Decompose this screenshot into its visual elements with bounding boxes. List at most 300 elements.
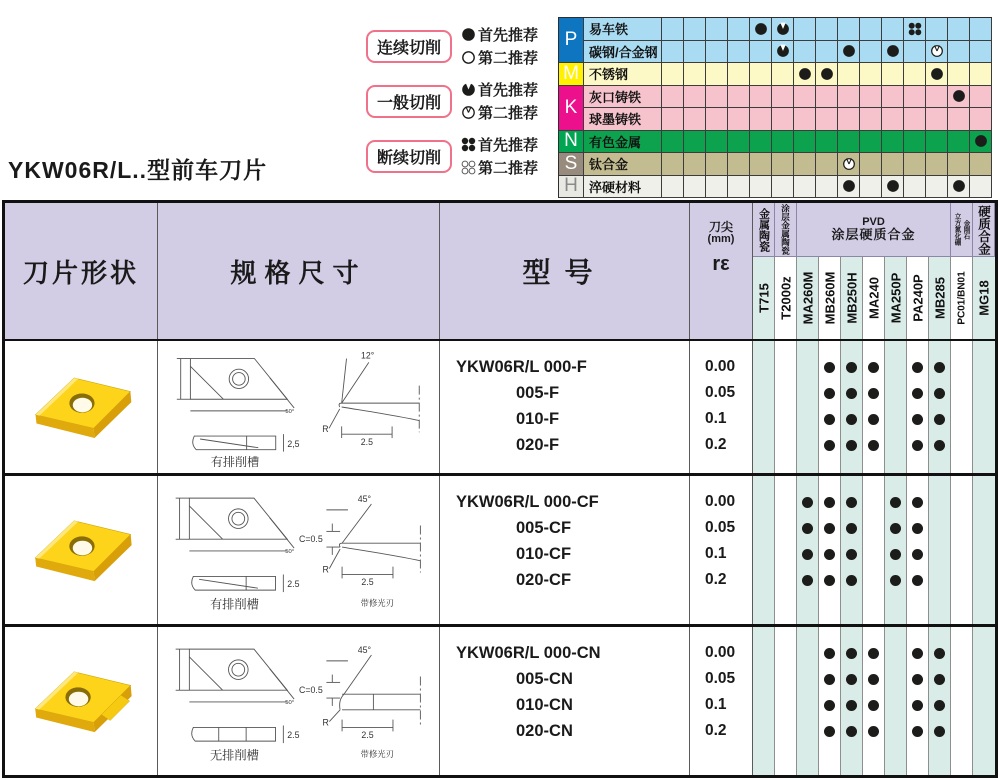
availability-dot (846, 575, 857, 586)
availability-dot (824, 700, 835, 711)
legend-text: 第二推荐 (478, 50, 539, 67)
availability-dot (824, 523, 835, 534)
model-number: 010-CN (516, 696, 573, 714)
matrix-mark-c1 (948, 176, 970, 199)
matrix-group-H: H (559, 176, 584, 199)
model-number: 020-CN (516, 722, 573, 740)
availability-dot (912, 549, 923, 560)
matrix-cell (904, 41, 926, 64)
back-angle-label: 50° (284, 699, 294, 706)
model-number: 005-F (516, 384, 560, 402)
matrix-cell (882, 63, 904, 86)
availability-dot (846, 674, 857, 685)
grade-column-MB285 (929, 627, 951, 775)
material-matrix (558, 17, 992, 198)
matrix-cell (728, 86, 750, 109)
availability-dot (802, 575, 813, 586)
availability-dot (890, 549, 901, 560)
availability-dot (912, 700, 923, 711)
cutting-legend (366, 24, 538, 178)
radius-label: R (321, 564, 329, 575)
grade-column-MA250P (885, 341, 907, 473)
grade-column-T2000z (775, 476, 797, 624)
matrix-cell (948, 41, 970, 64)
matrix-cell (882, 86, 904, 109)
solid-pacman-icon (461, 82, 476, 97)
grade-column-PC01/BN01 (951, 476, 973, 624)
availability-dot (890, 497, 901, 508)
grade-column-MG18 (973, 341, 995, 473)
nose-unit: (mm) (707, 232, 735, 245)
matrix-cell (970, 63, 992, 86)
model-number: 005-CF (516, 519, 572, 537)
nose-radius-value: 0.1 (705, 696, 727, 713)
matrix-cell (816, 153, 838, 176)
angle-label: 45° (357, 494, 371, 505)
availability-dot (934, 648, 945, 659)
matrix-group-N: N (559, 131, 584, 154)
matrix-cell (970, 86, 992, 109)
matrix-cell (904, 108, 926, 131)
matrix-cell (948, 153, 970, 176)
matrix-cell (794, 41, 816, 64)
matrix-cell (706, 63, 728, 86)
open-circle-icon (461, 50, 476, 65)
matrix-cell (904, 86, 926, 109)
matrix-cell (838, 108, 860, 131)
matrix-material-name: 易车铁 (584, 18, 662, 41)
insert-table (2, 200, 998, 778)
matrix-cell (860, 41, 882, 64)
grade-column-MB250H (841, 341, 863, 473)
availability-dot (846, 523, 857, 534)
open-clover-icon (461, 160, 476, 175)
availability-dot (846, 700, 857, 711)
matrix-cell (684, 41, 706, 64)
grade-column-MA260M (797, 476, 819, 624)
matrix-group-S: S (559, 153, 584, 176)
matrix-mark-g1 (772, 18, 794, 41)
matrix-cell (860, 108, 882, 131)
table-row (5, 624, 995, 775)
availability-dot (934, 388, 945, 399)
matrix-mark-c1 (794, 63, 816, 86)
availability-dot (846, 497, 857, 508)
availability-dot (912, 674, 923, 685)
matrix-cell (970, 153, 992, 176)
matrix-cell (684, 131, 706, 154)
availability-dot (824, 549, 835, 560)
grade-name-MB250H: MB250H (841, 257, 863, 339)
matrix-cell (838, 86, 860, 109)
groove-label: 有排削槽 (210, 455, 259, 470)
nose-radius-cell (690, 627, 753, 775)
insert-image (6, 636, 156, 766)
matrix-cell (794, 176, 816, 199)
availability-dot (912, 726, 923, 737)
grade-column-T2000z (775, 341, 797, 473)
matrix-cell (750, 176, 772, 199)
matrix-cell (684, 176, 706, 199)
matrix-material-name: 灰口铸铁 (584, 86, 662, 109)
matrix-cell (860, 18, 882, 41)
matrix-cell (860, 176, 882, 199)
thickness-label: 2.5 (286, 730, 299, 741)
legend-box-continuous: 连续切削 (366, 30, 452, 63)
header-nose-radius (690, 203, 753, 339)
matrix-cell (882, 131, 904, 154)
model-number: 020-CF (516, 571, 572, 589)
grade-column-MB285 (929, 476, 951, 624)
matrix-mark-g1 (772, 41, 794, 64)
availability-dot (912, 362, 923, 373)
back-angle-label: 50° (284, 548, 294, 555)
matrix-cell (728, 176, 750, 199)
matrix-mark-c1 (750, 18, 772, 41)
matrix-cell (662, 41, 684, 64)
legend-text: 第二推荐 (478, 160, 539, 177)
nose-radius-value: 0.00 (705, 644, 736, 661)
availability-dot (912, 497, 923, 508)
matrix-cell (662, 18, 684, 41)
grade-group-label: 涂层金属陶瓷 (775, 203, 797, 257)
matrix-cell (750, 153, 772, 176)
matrix-cell (816, 108, 838, 131)
table-row (5, 341, 995, 473)
matrix-cell (684, 108, 706, 131)
table-row (5, 473, 995, 624)
grade-column-MA240 (863, 476, 885, 624)
matrix-material-name: 钛合金 (584, 153, 662, 176)
matrix-mark-c1 (882, 176, 904, 199)
model-number: 005-CN (516, 670, 573, 688)
matrix-cell (904, 131, 926, 154)
availability-dot (802, 523, 813, 534)
matrix-cell (816, 86, 838, 109)
matrix-cell (728, 41, 750, 64)
availability-dot (912, 648, 923, 659)
matrix-cell (794, 18, 816, 41)
matrix-cell (882, 18, 904, 41)
availability-dot (868, 700, 879, 711)
matrix-cell (750, 131, 772, 154)
grade-column-MA260M (797, 627, 819, 775)
nose-radius-value: 0.00 (705, 493, 736, 510)
matrix-material-name: 碳钢/合金钢 (584, 41, 662, 64)
matrix-cell (706, 41, 728, 64)
matrix-cell (750, 41, 772, 64)
grade-column-MA250P (885, 476, 907, 624)
matrix-mark-c1 (882, 41, 904, 64)
grade-group-label: 金属陶瓷 (753, 203, 775, 257)
radius-label: R (321, 717, 329, 728)
legend-box-general: 一般切削 (366, 85, 452, 118)
matrix-cell (838, 63, 860, 86)
legend-group-continuous (366, 24, 538, 68)
matrix-cell (662, 63, 684, 86)
matrix-cell (860, 86, 882, 109)
matrix-cell (794, 108, 816, 131)
grade-group-label: 硬质合金 (973, 203, 995, 257)
matrix-cell (926, 176, 948, 199)
dimension-drawing (158, 476, 440, 624)
availability-dot (934, 700, 945, 711)
availability-dot (802, 549, 813, 560)
insert-photo (5, 476, 158, 624)
availability-dot (846, 388, 857, 399)
grade-group-label: 立方氮化硼 金刚石 (951, 203, 973, 257)
matrix-cell (926, 18, 948, 41)
matrix-mark-c1 (816, 63, 838, 86)
matrix-cell (838, 131, 860, 154)
groove-label: 有排削槽 (209, 597, 259, 612)
availability-dot (824, 388, 835, 399)
availability-dot (934, 674, 945, 685)
nose-radius-value: 0.00 (705, 358, 736, 375)
legend-group-interrupted (366, 134, 538, 178)
availability-dot (824, 362, 835, 373)
matrix-mark-c1 (926, 63, 948, 86)
insert-photo (5, 341, 158, 473)
radius-label: R (321, 424, 329, 435)
dimension-drawing (158, 341, 440, 473)
grade-column-MB260M (819, 476, 841, 624)
grade-column-MB260M (819, 627, 841, 775)
corner-label: C=0.5 (298, 685, 323, 696)
header-grades (753, 203, 995, 339)
groove-label: 无排削槽 (209, 748, 259, 763)
wiper-label: 带修光刃 (360, 748, 394, 759)
insert-image (6, 485, 156, 615)
matrix-cell (970, 108, 992, 131)
grade-column-PA240P (907, 627, 929, 775)
availability-dot (934, 440, 945, 451)
matrix-cell (772, 108, 794, 131)
matrix-group-M: M (559, 63, 584, 86)
legend-text: 首先推荐 (478, 27, 539, 44)
matrix-cell (794, 131, 816, 154)
matrix-cell (662, 176, 684, 199)
matrix-mark-c1 (970, 131, 992, 154)
thickness-label: 2.5 (286, 579, 299, 590)
matrix-cell (816, 18, 838, 41)
matrix-cell (948, 108, 970, 131)
solid-circle-icon (461, 27, 476, 42)
grade-column-MB250H (841, 627, 863, 775)
availability-dot (824, 726, 835, 737)
matrix-cell (772, 131, 794, 154)
matrix-cell (860, 131, 882, 154)
matrix-cell (684, 18, 706, 41)
grade-name-MG18: MG18 (973, 257, 995, 339)
solid-clover-icon (461, 137, 476, 152)
matrix-cell (706, 176, 728, 199)
matrix-cell (970, 41, 992, 64)
matrix-cell (794, 153, 816, 176)
matrix-mark-c1 (838, 41, 860, 64)
model-cell (440, 341, 690, 473)
availability-dot (824, 648, 835, 659)
availability-dot (890, 523, 901, 534)
nose-radius-cell (690, 341, 753, 473)
grade-names (753, 257, 995, 339)
matrix-cell (662, 153, 684, 176)
legend-group-general (366, 79, 538, 123)
matrix-cell (860, 63, 882, 86)
matrix-cell (728, 153, 750, 176)
grade-column-MA240 (863, 627, 885, 775)
matrix-cell (662, 108, 684, 131)
availability-dot (824, 497, 835, 508)
grade-column-PC01/BN01 (951, 341, 973, 473)
thickness-label: 2,5 (286, 438, 299, 449)
legend-text: 第二推荐 (478, 105, 539, 122)
matrix-cell (662, 131, 684, 154)
grade-name-PC01/BN01: PC01/BN01 (951, 257, 973, 339)
land-label: 2.5 (360, 436, 373, 447)
availability-dot (846, 549, 857, 560)
matrix-cell (816, 41, 838, 64)
grade-name-MA240: MA240 (863, 257, 885, 339)
availability-dot (846, 648, 857, 659)
availability-dot (912, 440, 923, 451)
matrix-cell (706, 18, 728, 41)
matrix-cell (706, 86, 728, 109)
nose-label: 刀尖 (708, 220, 733, 234)
matrix-cell (728, 18, 750, 41)
grade-column-T2000z (775, 627, 797, 775)
legend-box-interrupted: 断续切削 (366, 140, 452, 173)
insert-photo (5, 627, 158, 775)
grade-column-PA240P (907, 341, 929, 473)
availability-dot (868, 648, 879, 659)
nose-radius-value: 0.05 (705, 384, 736, 401)
grade-name-MB260M: MB260M (819, 257, 841, 339)
grade-strip (753, 627, 995, 775)
matrix-cell (970, 18, 992, 41)
matrix-mark-c1 (948, 86, 970, 109)
nose-radius-value: 0.1 (705, 410, 727, 427)
grade-name-MB285: MB285 (929, 257, 951, 339)
matrix-cell (772, 176, 794, 199)
grade-name-T715: T715 (753, 257, 775, 339)
matrix-cell (926, 86, 948, 109)
availability-dot (934, 362, 945, 373)
availability-dot (868, 362, 879, 373)
header-spec: 规格尺寸 (158, 203, 440, 339)
grade-column-MA240 (863, 341, 885, 473)
grade-column-T715 (753, 476, 775, 624)
matrix-cell (684, 86, 706, 109)
land-label: 2.5 (360, 730, 374, 741)
grade-name-MA260M: MA260M (797, 257, 819, 339)
matrix-material-name: 不锈钢 (584, 63, 662, 86)
matrix-cell (970, 176, 992, 199)
matrix-cell (882, 108, 904, 131)
availability-dot (912, 388, 923, 399)
matrix-cell (904, 63, 926, 86)
model-number: 010-F (516, 410, 560, 428)
angle-label: 45° (357, 645, 371, 656)
availability-dot (824, 414, 835, 425)
legend-text: 首先推荐 (478, 137, 539, 154)
availability-dot (934, 414, 945, 425)
table-header (5, 203, 995, 341)
legend-text: 首先推荐 (478, 82, 539, 99)
matrix-mark-i1 (904, 18, 926, 41)
matrix-cell (706, 153, 728, 176)
matrix-cell (948, 131, 970, 154)
matrix-cell (926, 153, 948, 176)
grade-name-PA240P: PA240P (907, 257, 929, 339)
availability-dot (890, 575, 901, 586)
matrix-cell (706, 131, 728, 154)
wiper-label: 带修光刃 (360, 597, 394, 608)
availability-dot (824, 440, 835, 451)
matrix-mark-c1 (838, 176, 860, 199)
matrix-cell (750, 108, 772, 131)
insert-image (6, 347, 156, 467)
grade-group-label: PVD 涂层硬质合金 (797, 203, 951, 257)
matrix-cell (728, 63, 750, 86)
matrix-material-name: 球墨铸铁 (584, 108, 662, 131)
model-number: YKW06R/L 000-CN (456, 644, 601, 662)
nose-radius-value: 0.05 (705, 519, 736, 536)
matrix-cell (926, 131, 948, 154)
land-label: 2.5 (360, 577, 374, 588)
corner-label: C=0.5 (298, 534, 323, 545)
matrix-cell (750, 86, 772, 109)
grade-column-T715 (753, 627, 775, 775)
nose-radius-cell (690, 476, 753, 624)
nose-radius-value: 0.2 (705, 722, 727, 739)
matrix-cell (948, 18, 970, 41)
grade-column-MB260M (819, 341, 841, 473)
grade-column-MA250P (885, 627, 907, 775)
grade-column-PC01/BN01 (951, 627, 973, 775)
availability-dot (868, 440, 879, 451)
header-model: 型号 (440, 203, 690, 339)
model-number: YKW06R/L 000-CF (456, 493, 599, 511)
availability-dot (846, 414, 857, 425)
angle-label: 12° (360, 350, 374, 361)
open-pacman-icon (461, 105, 476, 120)
availability-dot (868, 388, 879, 399)
nose-radius-value: 0.2 (705, 571, 727, 588)
grade-column-MB250H (841, 476, 863, 624)
grade-name-MA250P: MA250P (885, 257, 907, 339)
availability-dot (912, 523, 923, 534)
availability-dot (868, 726, 879, 737)
matrix-group-P: P (559, 18, 584, 63)
matrix-cell (860, 153, 882, 176)
matrix-cell (662, 86, 684, 109)
nose-symbol: rε (712, 253, 730, 276)
matrix-cell (904, 153, 926, 176)
matrix-cell (816, 176, 838, 199)
availability-dot (802, 497, 813, 508)
model-number: YKW06R/L 000-F (456, 358, 587, 376)
matrix-cell (904, 176, 926, 199)
grade-strip (753, 476, 995, 624)
availability-dot (846, 726, 857, 737)
grade-column-MG18 (973, 627, 995, 775)
matrix-cell (772, 63, 794, 86)
matrix-mark-g2 (838, 153, 860, 176)
matrix-mark-g2 (926, 41, 948, 64)
matrix-group-K: K (559, 86, 584, 131)
grade-name-T2000z: T2000z (775, 257, 797, 339)
